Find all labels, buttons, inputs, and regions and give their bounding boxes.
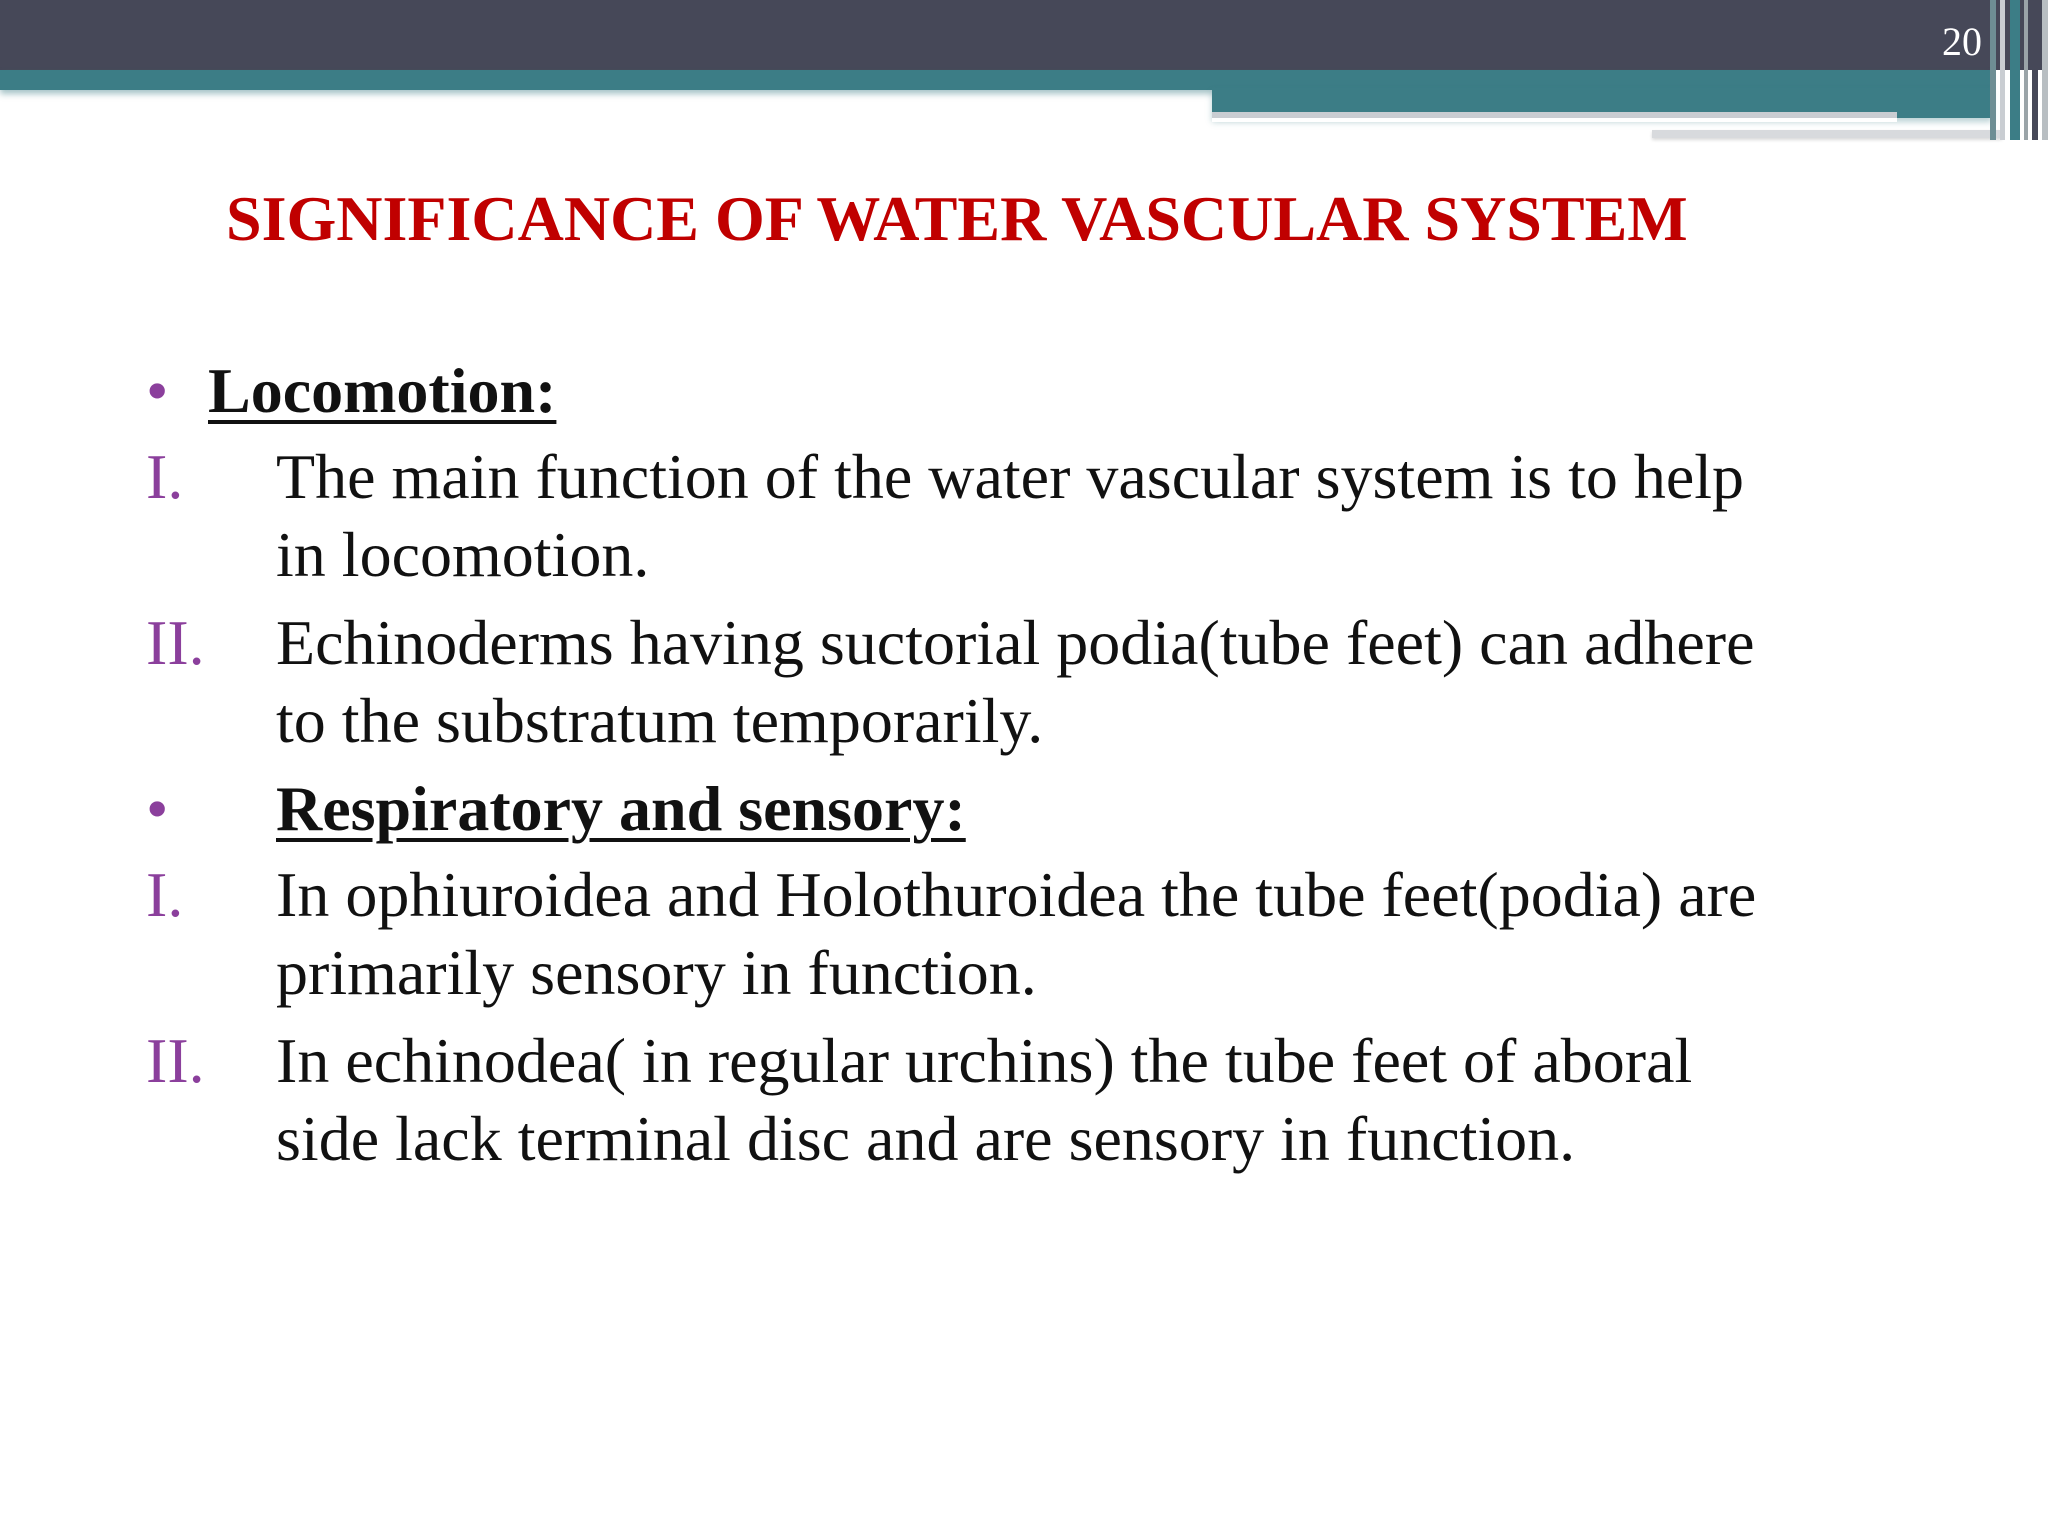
section-heading: Respiratory and sensory:	[276, 773, 966, 844]
header-vertical-stripe	[2000, 0, 2005, 140]
header-white-line	[1212, 118, 1897, 122]
header-vertical-stripe	[2024, 0, 2028, 140]
header-vertical-stripe	[2042, 0, 2048, 140]
list-item-line: to the substratum temporarily.	[276, 685, 1044, 756]
header-bar	[0, 0, 2048, 70]
header-vertical-stripe	[1990, 0, 1996, 140]
page-number: 20	[1942, 19, 1982, 64]
list-marker: I.	[146, 441, 184, 512]
header-silver-line-short	[1652, 130, 2002, 138]
bullet-marker: •	[146, 355, 169, 426]
list-item-line: In ophiuroidea and Holothuroidea the tube feet(podia) are	[276, 859, 1757, 930]
list-item-line: primarily sensory in function.	[276, 937, 1037, 1008]
slide-title: SIGNIFICANCE OF WATER VASCULAR SYSTEM	[226, 183, 1688, 254]
list-item-line: side lack terminal disc and are sensory in function.	[276, 1103, 1576, 1174]
header-vertical-stripe	[2032, 0, 2038, 140]
bullet-marker: •	[146, 773, 169, 844]
list-marker: II.	[146, 1025, 205, 1096]
section-heading-row	[146, 352, 168, 430]
list-item-line: in locomotion.	[276, 519, 650, 590]
section-heading-row	[146, 770, 168, 848]
list-item-line: The main function of the water vascular system is to help	[276, 441, 1745, 512]
header-vertical-stripe	[2010, 0, 2020, 140]
header-accent-band	[0, 70, 1990, 90]
list-item-line: Echinoderms having suctorial podia(tube feet) can adhere	[276, 607, 1755, 678]
list-marker: II.	[146, 607, 205, 678]
list-marker: I.	[146, 859, 184, 930]
section-heading: Locomotion:	[208, 355, 557, 426]
list-item-line: In echinodea( in regular urchins) the tube feet of aboral	[276, 1025, 1693, 1096]
